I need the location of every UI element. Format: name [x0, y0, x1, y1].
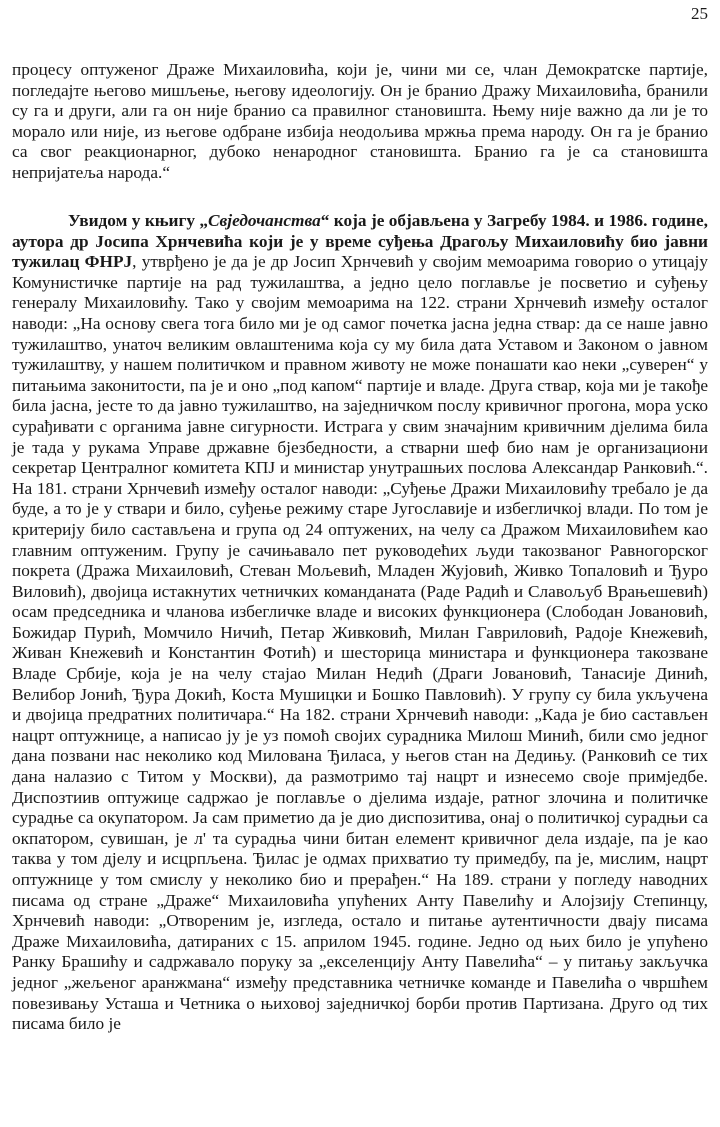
page-number: 25 [691, 4, 708, 23]
paragraph-2 [12, 211, 708, 1035]
book-title: Свједочанства [208, 211, 321, 230]
paragraph-2-body: , утврђено је да је др Јосип Хрнчевић у својим мемоарима говорио о утицају Комунистичке партије на рад тужилаштва, а једно цело поглавље је посветио и суђењу генералу Михаиловићу. Тако у својим мемоарима на 122. страни Хрнчевић између осталог наводи: „На основу свега тога било ми је од самог почетка јасна једна ствар: да се наше јавно тужилаштво, унаточ великим овлаштенима која су му била дата Уставом и Законом о јавном тужилаштву, у нашем политичком и правном животу не може понашати као неки „суверен“ у питањима законитости, па је и оно „под капом“ партије и владе. Друга ствар, која ми је такође била јасна, јесте то да јавно тужилаштво, на заједничком послу кривичног прогона, мора уско сурађивати с органима јавне сигурности. Истрага у свим значајним кривичним дјелима била је тада у рукама Управе државне бјезбедности, а стварни шеф био нам је организациони секретар Централног комитета КПЈ и министар унутрашњих послова Александар Ранковић.“. На 181. страни Хрнчевић између осталог наводи: „Суђење Дражи Михаиловићу требало је да буде, а то је у ствари и било, суђење режиму старе Југославије и избегличкој влади. По том је критерију било састављена и група од 24 оптужених, на челу са Дражом Михаиловићем као главним оптуженим. Групу је сачињавало пет руководећих људи такозваног Равногорског покрета (Дража Михаиловић, Стеван Мољевић, Младен Жујовић, Живко Топаловић и Ђуро Виловић), двојица истакнутих четничких команданата (Раде Радић и Славољуб Врањешевић) осам председника и чланова избегличке владе и високих функционера (Слободан Јовановић, Божидар Пурић, Момчило Ничић, Петар Живковић, Милан Гавриловић, Радоје Кнежевић, Живан Кнежевић и Константин Фотић) и шесторица министара и функционера такозване Владе Србије, која је на челу стајао Милан Недић (Драги Јовановић, Танасије Динић, Велибор Јонић, Ђура Докић, Коста Мушицки и Бошко Павловић). У групу су била укључена и двојица предратних политичара.“ На 182. страни Хрнчевић наводи: „Када је био састављен нацрт оптужнице, а написао ју је уз помоћ својих сурадника Милош Минић, били смо једног дана позвани нас неколико код Милована Ђиласа, у његов стан на Дедињу. (Ранковић се тих дана налазио с Титом у Москви), да размотримо тај нацрт и изнесемо своје примједбе. Диспозтиив оптужице садржао је поглавље о дјелима издаје, ратног злочина и политичке сурадње са окупатором. Ја сам приметио да је дио диспозитива, онај о политичкој сурадњи са окпатором, сувишан, је л' та сурадња чини битан елемент кривичног дела издаје, па је као таква у том дјелу и исцрпљена. Ђилас је одмах прихватио ту примедбу, па је, мислим, нацрт оптужнице у том смислу у неколико био и прерађен.“ На 189. страни у погледу наводних писама од стране „Драже“ Михаиловића упућених Анту Павелићу и Алојзију Степинцу, Хрнчевић наводи: „Отвореним је, изгледа, остало и питање аутентичности двају писама Драже Михаиловића, датираних с 15. априлом 1945. године. Једно од њих било је упућено Ранку Брашићу и садржавало поруку за „екселенцију Анту Павелића“ – у питању закључка једног „жељеног аранжмана“ између представника четничке команде и Павелића о чвршћем повезивању Усташа и Четника о њиховој заједничкој борби против Партизана. Друго од тих писама било је [12, 252, 708, 1034]
paragraph-2-lead-a: Увидом у књигу „ [68, 211, 209, 230]
paragraph-1-text: процесу оптуженог Драже Михаиловића, који је, чини ми се, члан Демократске партије, погледајте његово мишљење, његову идеологију. Он је бранио Дражу Михаиловића, бранили су га и други, али га он није бранио са правилног становишта. Њему није важно да ли је то морало или није, из његове одбране избија неодољива мржња према народу. Он га је бранио са свог реакционарног, дубоко ненародног становишта. Бранио га је са становишта непријатеља народа.“ [12, 60, 708, 182]
paragraph-2-text [12, 211, 708, 1035]
paragraph-2-lead-b: “ која је објављена у Загребу 1984. и 1986. године, аутора др Јосипа Хрнчевића који је у време суђења Драгољу Михаиловићу био јавни тужилац ФНРЈ [12, 211, 708, 272]
paragraph-1 [12, 60, 708, 184]
